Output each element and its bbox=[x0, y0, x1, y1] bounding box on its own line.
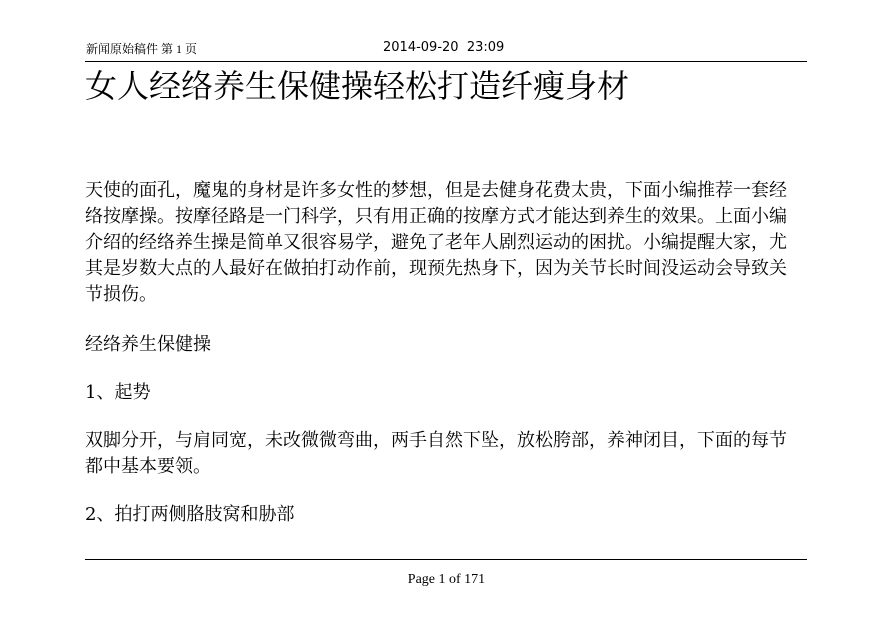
article-body bbox=[85, 178, 797, 550]
step-heading-2: 2、拍打两侧胳肢窝和胁部 bbox=[85, 504, 295, 525]
page-number: Page 1 of 171 bbox=[407, 572, 486, 587]
footer-divider bbox=[85, 559, 807, 560]
section-heading: 经络养生保健操 bbox=[85, 334, 211, 355]
header-timestamp: 2014-09-20 23:09 bbox=[383, 40, 505, 55]
intro-paragraph: 天使的面孔，魔鬼的身材是许多女性的梦想，但是去健身花费太贵，下面小编推荐一套经络按摩操。按摩径路是一门科学，只有用正确的按摩方式才能达到养生的效果。上面小编介绍的经络养生操是简单又很容易学，避免了老年人剧烈运动的困扰。小编提醒大家，尤其是岁数大点的人最好在做拍打动作前，现预先热身下，因为关节长时间没运动会导致关节损伤。 bbox=[85, 180, 787, 305]
article-title: 女人经络养生保健操轻松打造纤瘦身材 bbox=[85, 67, 630, 105]
header-divider bbox=[85, 61, 807, 62]
header-source-label: 新闻原始稿件 第 1 页 bbox=[86, 42, 198, 56]
step-heading-1: 1、起势 bbox=[85, 382, 151, 403]
step-description-1: 双脚分开，与肩同宽，未改微微弯曲，两手自然下坠，放松胯部，养神闭目，下面的每节都中基本要领。 bbox=[85, 430, 787, 477]
